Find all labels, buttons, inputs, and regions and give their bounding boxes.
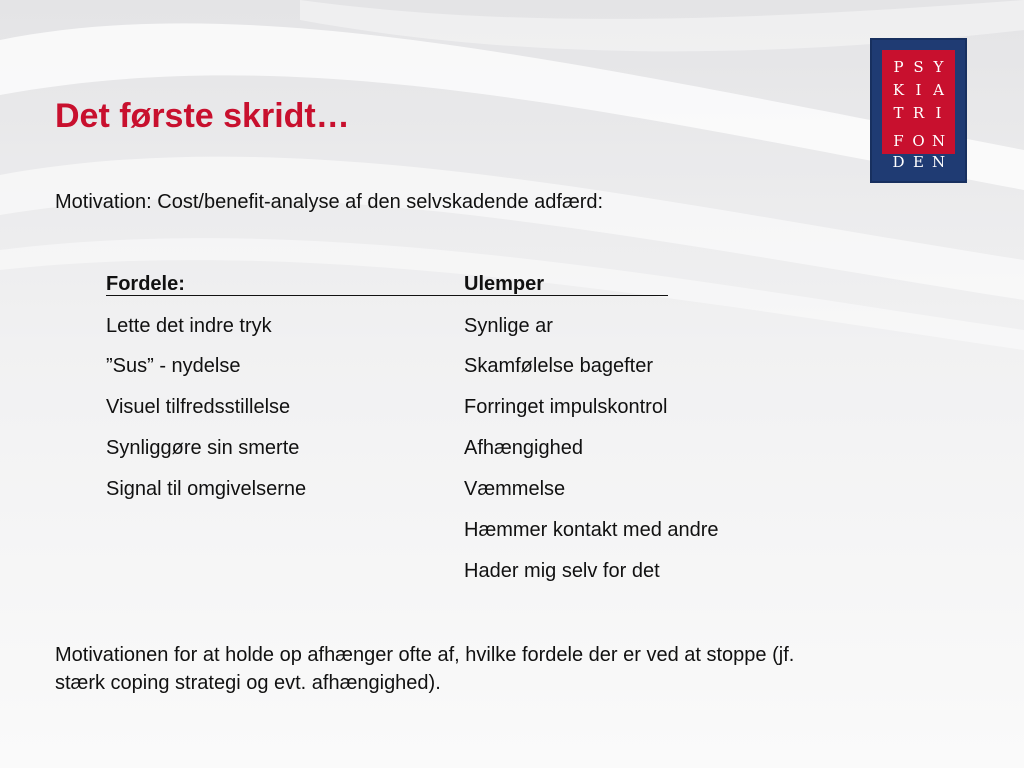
header-underline xyxy=(106,295,668,296)
logo-letter: A xyxy=(933,81,950,99)
cons-item: Væmmelse xyxy=(464,478,566,500)
logo-letter: N xyxy=(931,132,952,150)
logo-row-2 xyxy=(882,81,955,99)
logo-letter: S xyxy=(913,58,930,76)
logo-letter: I xyxy=(935,104,948,122)
logo-row-4 xyxy=(882,132,955,150)
pros-item: Synliggøre sin smerte xyxy=(106,437,300,459)
cons-header: Ulemper xyxy=(464,273,545,295)
cons-item: Afhængighed xyxy=(464,437,583,459)
pros-item: Visuel tilfredsstillelse xyxy=(106,396,291,418)
logo-letter: T xyxy=(893,104,910,122)
logo-letter: O xyxy=(912,132,931,150)
cons-item: Forringet impulskontrol xyxy=(464,396,668,418)
logo-row-3 xyxy=(882,104,955,122)
logo-letter: E xyxy=(913,153,930,171)
cons-item: Synlige ar xyxy=(464,315,553,337)
cons-item: Skamfølelse bagefter xyxy=(464,355,653,377)
pros-item: ”Sus” - nydelse xyxy=(106,355,241,377)
logo-letter: P xyxy=(893,58,910,76)
logo-letter: N xyxy=(931,153,952,171)
cons-item: Hæmmer kontakt med andre xyxy=(464,519,719,541)
logo-letter: R xyxy=(912,104,931,122)
conclusion-text: Motivationen for at holde op afhænger ofte af, hvilke fordele der er ved at stoppe (jf. stærk coping strategi og evt. afhængighed). xyxy=(55,644,795,694)
logo-row-1 xyxy=(882,58,955,76)
logo-letter: I xyxy=(915,81,928,99)
intro-text: Motivation: Cost/benefit-analyse af den selvskadende adfærd: xyxy=(55,191,604,213)
logo-row-5 xyxy=(882,153,955,171)
cons-item: Hader mig selv for det xyxy=(464,560,660,582)
slide-title: Det første skridt… xyxy=(55,97,350,135)
logo-letter: Y xyxy=(933,58,950,76)
logo-letter: D xyxy=(892,153,911,171)
logo-letter: K xyxy=(892,81,911,99)
logo-letter: F xyxy=(893,132,910,150)
pros-item: Lette det indre tryk xyxy=(106,315,272,337)
pros-header: Fordele: xyxy=(106,273,185,295)
pros-item: Signal til omgivelserne xyxy=(106,478,307,500)
psykiatrifonden-logo xyxy=(872,40,965,181)
